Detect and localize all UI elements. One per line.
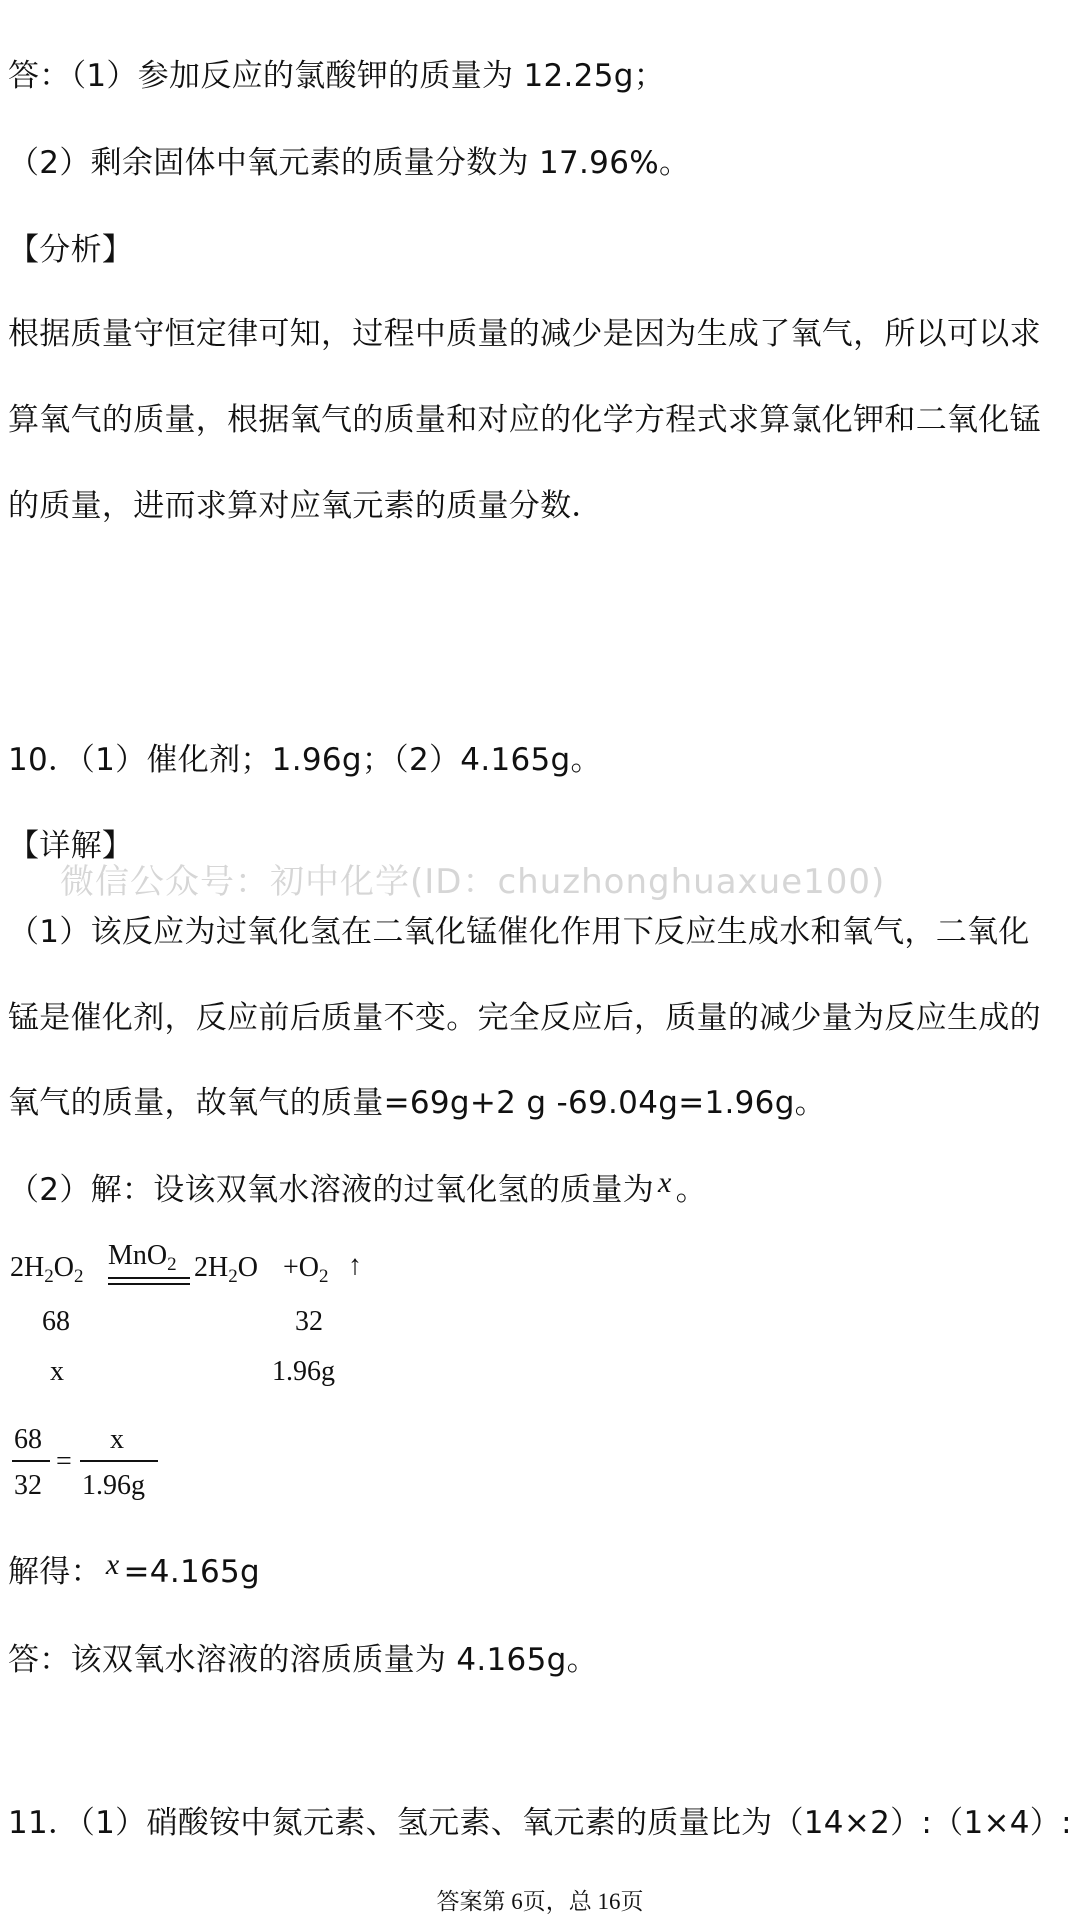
variable-x: x (658, 1166, 672, 1199)
line-answer-1: 答：（1）参加反应的氯酸钾的质量为 12.25g； (8, 58, 665, 94)
equation-product-oxygen: $+O_2$ (283, 1252, 329, 1287)
equation-product-water: $2H_2O$ (194, 1252, 258, 1287)
detail-text-1: （1）该反应为过氧化氢在二氧化锰催化作用下反应生成水和氧气，二氧化 (8, 914, 1030, 950)
analysis-text-2: 算氧气的质量，根据氧气的质量和对应的化学方程式求算氯化钾和二氧化锰 (8, 402, 1041, 438)
line-answer-2: （2）剩余固体中氧元素的质量分数为 17.96%。 (8, 145, 691, 181)
fraction-right-bar (80, 1460, 158, 1462)
unknown-right: 1.96g (272, 1356, 335, 1387)
mass-left: 68 (42, 1306, 70, 1337)
section-detail-heading: 【详解】 (8, 828, 134, 864)
section-analysis-heading: 【分析】 (8, 232, 134, 268)
result-variable-x: x (105, 1548, 120, 1581)
question-11-answer: 11．（1）硝酸铵中氮元素、氢元素、氧元素的质量比为（14×2）:（1×4）: (8, 1805, 1072, 1841)
solution-result (8, 1548, 261, 1593)
setup-text: （2）解：设该双氧水溶液的过氧化氢的质量为 (8, 1172, 655, 1208)
final-answer: 答：该双氧水溶液的溶质质量为 4.165g。 (8, 1642, 598, 1678)
fraction-left-numerator: 68 (14, 1424, 42, 1455)
result-value: =4.165g (123, 1554, 261, 1590)
result-label: 解得： (8, 1554, 102, 1590)
setup-end: 。 (675, 1172, 707, 1208)
detail-text-3: 氧气的质量，故氧气的质量=69g+2 g -69.04g=1.96g。 (8, 1085, 826, 1121)
gas-arrow-icon: ↑ (348, 1250, 362, 1281)
equation-reactant: $2H_2O_2$ (10, 1252, 84, 1287)
equation-catalyst: MnO$_2$ (108, 1240, 177, 1275)
fraction-equals: = (56, 1446, 72, 1477)
solution-setup (8, 1166, 707, 1211)
fraction-left-bar (12, 1460, 50, 1462)
equation-double-bar-bottom (108, 1283, 190, 1285)
analysis-text-3: 的质量，进而求算对应氧元素的质量分数． (8, 488, 603, 524)
watermark: 微信公众号：初中化学(ID：chuzhonghuaxue100) (60, 862, 886, 902)
detail-text-2: 锰是催化剂，反应前后质量不变。完全反应后，质量的减少量为反应生成的 (8, 1000, 1041, 1036)
question-10-answer: 10．（1）催化剂；1.96g；（2）4.165g。 (8, 742, 602, 778)
mass-right: 32 (295, 1306, 323, 1337)
fraction-left-denominator: 32 (14, 1470, 42, 1501)
fraction-right-numerator: x (110, 1424, 124, 1455)
unknown-left: x (50, 1356, 64, 1387)
fraction-right-denominator: 1.96g (82, 1470, 145, 1501)
equation-double-bar-top (108, 1277, 190, 1279)
page-footer: 答案第 6页，总 16页 (436, 1889, 644, 1914)
analysis-text-1: 根据质量守恒定律可知，过程中质量的减少是因为生成了氧气，所以可以求 (8, 316, 1041, 352)
